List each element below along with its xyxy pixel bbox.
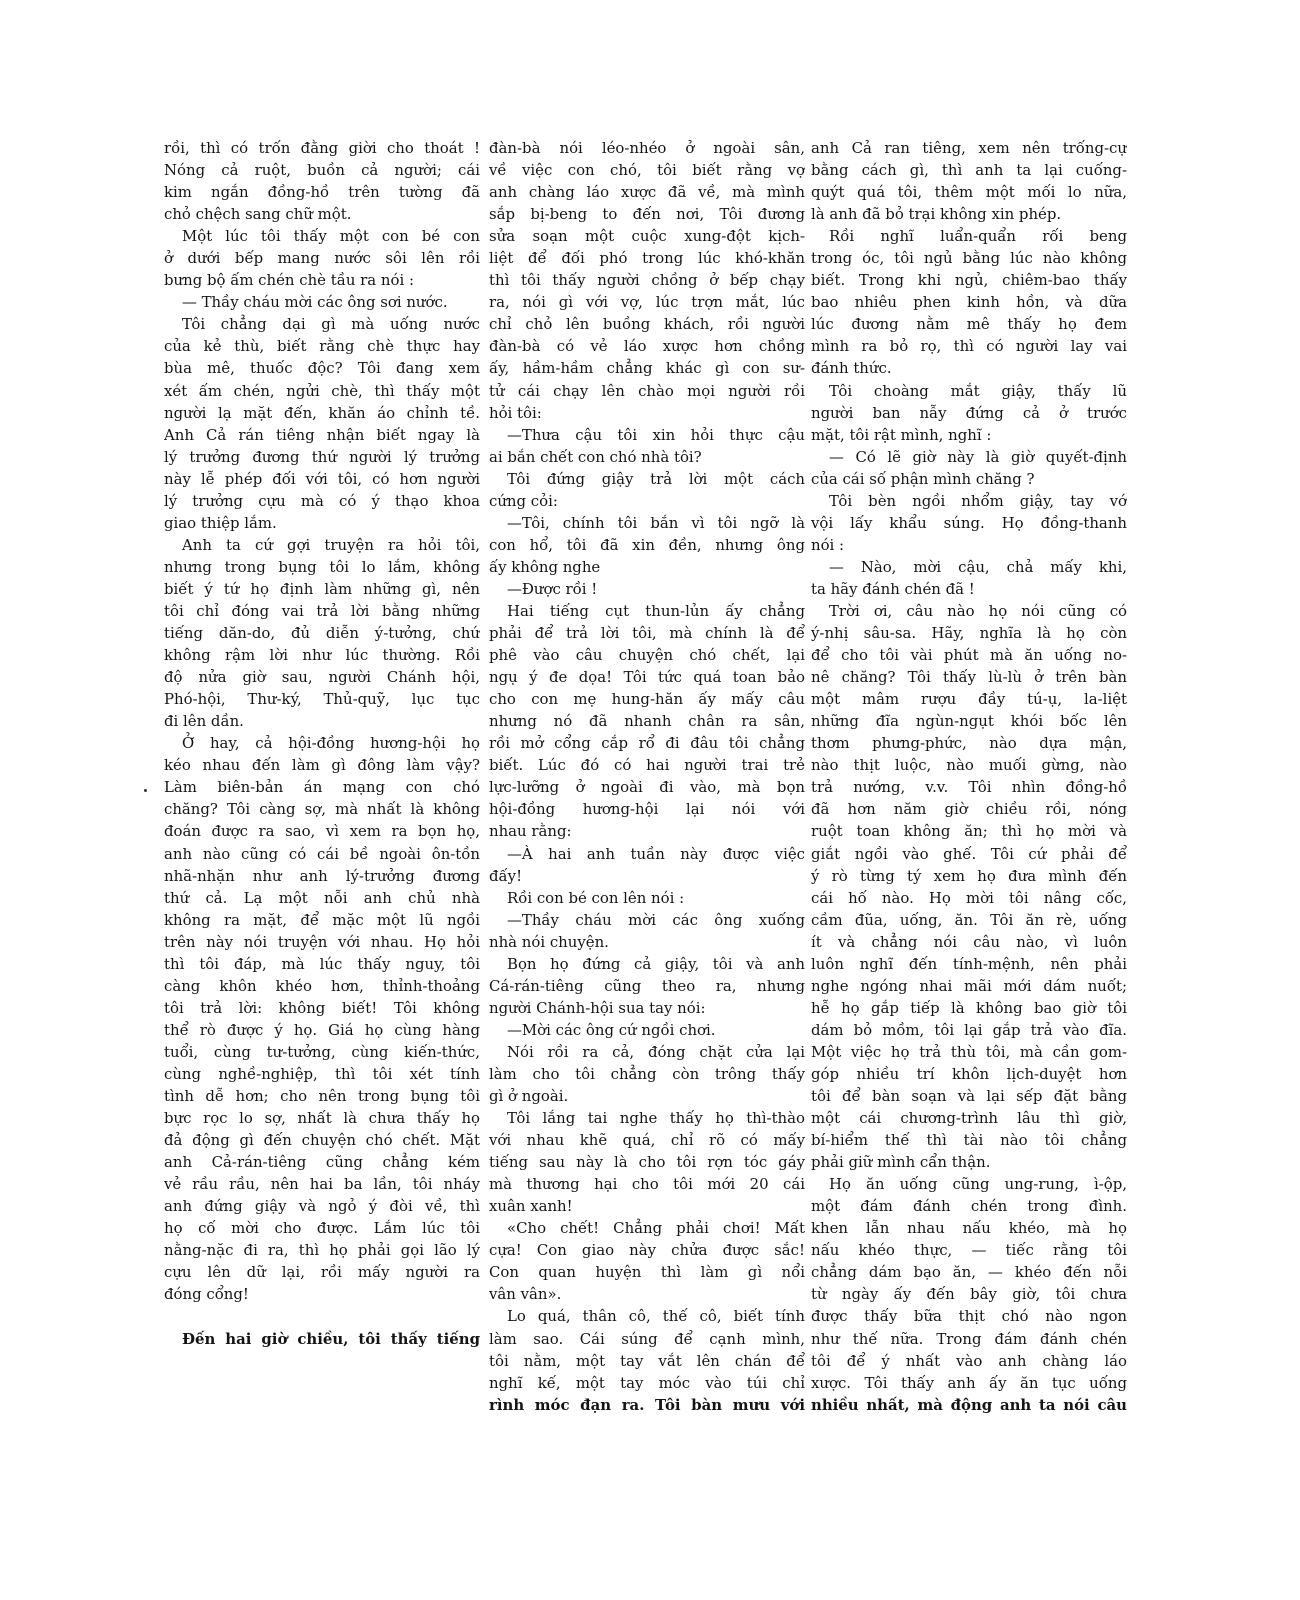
text-line: Rồi nghĩ luẩn-quẩn rối beng (829, 227, 1127, 246)
text-line: — Thầy cháu mời các ông sơi nước. (182, 293, 448, 312)
text-line: của cái số phận mình chăng ? (811, 469, 1035, 488)
text-line: rồi mở cổng cắp rổ đi đâu tôi chẳng (489, 734, 805, 753)
text-line: đi lên dần. (164, 712, 244, 731)
text-line: giắt ngồi vào ghế. Tôi cứ phải để (811, 844, 1127, 863)
text-line: anh Cả-rán-tiêng cũng chẳng kém (164, 1153, 480, 1172)
text-line: luôn nghĩ đến tính-mệnh, nên phải (811, 954, 1127, 973)
text-line: những đĩa ngùn-ngụt khói bốc lên (811, 712, 1127, 731)
text-line: kéo nhau đến làm gì đông làm vậy? (164, 756, 480, 775)
text-line: được thấy bữa thịt chó nào ngon (811, 1307, 1127, 1326)
text-line: anh đứng giậy và ngỏ ý đòi về, thì (164, 1197, 480, 1216)
text-line: xét ấm chén, ngửi chè, thì thấy một (164, 381, 480, 400)
text-line: Nóng cả ruột, buồn cả người; cái (164, 161, 480, 180)
text-line: từ ngày ấy đến bây giờ, tôi chưa (811, 1285, 1127, 1304)
text-line: ít và chẳng nói câu nào, vì luôn (811, 932, 1127, 951)
text-line: hội-đồng hương-hội lại nói với (489, 800, 805, 819)
text-line: đàn-bà nói léo-nhéo ở ngoài sân, (489, 139, 805, 157)
text-line: biết ý tứ họ định làm những gì, nên (164, 579, 480, 598)
text-line: anh nào cũng có cái bề ngoài ôn-tồn (164, 844, 480, 863)
text-line: sắp bị-beng to đến nơi, Tôi đương (489, 205, 805, 224)
text-line: ý-nhị sâu-sa. Hãy, nghĩa là họ còn (811, 624, 1127, 643)
text-line: ở dưới bếp mang nước sôi lên rồi (164, 249, 480, 268)
text-line: Một việc họ trả thù tôi, mà cần gom- (811, 1042, 1127, 1061)
text-line: Tôi lắng tai nghe thấy họ thì-thào (507, 1109, 805, 1128)
text-line: ấy không nghe (489, 557, 601, 576)
text-line: Tôi đứng giậy trả lời một cách (507, 469, 805, 488)
text-line: đã hơn năm giờ chiều rồi, nóng (811, 800, 1127, 819)
text-line: bưng bộ ấm chén chè tầu ra nói : (164, 271, 414, 290)
text-line: cùng nghề-nghiệp, thì tôi xét tính (164, 1064, 480, 1083)
text-line: — Có lẽ giờ này là giờ quyết-định (829, 447, 1127, 466)
text-line: đánh thức. (811, 359, 892, 378)
text-line: —Thưa cậu tôi xin hỏi thực cậu (507, 425, 805, 444)
text-line: Tôi choàng mắt giậy, thấy lũ (829, 381, 1127, 400)
text-line: Lo quá, thân cô, thế cô, biết tính (507, 1307, 805, 1326)
text-line: thì tôi thấy người chồng ở bếp chạy (489, 271, 805, 290)
text-line: nằng-nặc đi ra, thì họ phải gọi lão lý (164, 1241, 480, 1260)
text-line: của kẻ thù, biết rằng chè thực hay (164, 337, 480, 356)
text-line: Một lúc tôi thấy một con bé con (182, 227, 480, 246)
text-line: tôi trả lời: không biết! Tôi không (164, 998, 480, 1017)
text-line: Rồi con bé con lên nói : (507, 888, 685, 907)
text-line: thì tôi đáp, mà lúc thấy nguy, tôi (164, 954, 480, 973)
text-line: Ở hay, cả hội-đồng hương-hội họ (182, 734, 480, 753)
text-line: ta hãy đánh chén đã ! (811, 579, 975, 598)
text-line: ấy, hầm-hầm chẳng khác gì con sư- (489, 359, 805, 378)
text-line: bực rọc lo sợ, nhất là chưa thấy họ (164, 1109, 480, 1128)
text-line: tiếng dăn-do, đủ diễn ý-tưởng, chứ (164, 624, 480, 643)
text-line: nghĩ kế, một tay móc vào túi chỉ (489, 1373, 805, 1392)
text-line: ngụ ý đe dọa! Tôi tức quá toan bảo (489, 668, 805, 687)
text-line: làm sao. Cái súng để cạnh mình, (489, 1329, 805, 1348)
text-line: người lạ mặt đến, khăn áo chỉnh tề. (164, 403, 480, 422)
text-line: nói : (811, 535, 845, 554)
text-line: tiếng sau này là cho tôi rợn tóc gáy (489, 1153, 805, 1172)
text-line: lý trưởng cựu mà có ý thạo khoa (164, 491, 480, 510)
text-line: cựa! Con giao này chửa được sắc! (489, 1241, 805, 1260)
text-line: mình ra bỏ rọ, thì có người lay vai (811, 337, 1127, 356)
text-line: bao nhiêu phen kinh hồn, và dữa (811, 293, 1127, 312)
text-line: cứng cỏi: (489, 491, 558, 510)
text-line: quýt quá tôi, thêm một mối lo nữa, (811, 183, 1127, 202)
text-line: một mâm rượu đầy tú-ụ, la-liệt (811, 690, 1127, 709)
text-line: nê chăng? Tôi thấy lù-lù ở trên bàn (811, 668, 1127, 687)
text-line: với nhau khẽ quá, chỉ rõ có mấy (489, 1131, 805, 1150)
text-line: thể rò được ý họ. Giá họ cùng hàng (164, 1020, 480, 1039)
text-line: tôi để ý nhất vào anh chàng láo (811, 1351, 1127, 1370)
text-line: một đám đánh chén trong đình. (811, 1197, 1127, 1216)
text-line: lúc đương nằm mê thấy họ đem (811, 315, 1127, 334)
text-line: liệt để đối phó trong lúc khó-khăn (489, 249, 805, 268)
text-line: tử cái chạy lên chào mọi người rồi (489, 381, 805, 400)
text-line: gì ở ngoài. (489, 1087, 569, 1106)
text-line: chỏ chệch sang chữ một. (164, 205, 352, 224)
text-line: về việc con chó, tôi biết rằng vợ (489, 161, 805, 180)
text-line: hễ họ gắp tiếp là không bao giờ tôi (811, 998, 1127, 1017)
text-line: nhã-nhặn như anh lý-trưởng đương (164, 866, 480, 885)
ink-speck (144, 789, 147, 792)
text-line: cựu lên dữ lại, rồi mấy người ra (164, 1263, 480, 1282)
text-line: phải để trả lời tôi, mà chính là để (489, 624, 805, 643)
text-line: lực-lưỡng ở ngoài đi vào, mà bọn (489, 778, 805, 797)
text-line: tôi để bàn soạn và lại sếp đặt bằng (811, 1087, 1127, 1106)
text-line: họ cố mời cho được. Lắm lúc tôi (164, 1219, 480, 1238)
text-line: anh Cả ran tiêng, xem nên trống-cự (811, 139, 1127, 157)
text-line: Trời ơi, câu nào họ nói cũng có (829, 601, 1127, 620)
text-line: bí-hiểm thế thì tài nào tôi chẳng (811, 1131, 1127, 1150)
text-line: cầm đũa, uống, ăn. Tôi ăn rè, uống (811, 910, 1127, 929)
text-line: nhưng trong bụng tôi lo lắm, không (164, 557, 480, 576)
text-line: phải giữ mình cẩn thận. (811, 1153, 991, 1172)
text-line: mặt, tôi rật mình, nghĩ : (811, 425, 992, 444)
text-line: không ra mặt, để mặc một lũ ngồi (164, 910, 480, 929)
text-line: nghe ngóng nhai mãi mới dám nuốt; (811, 976, 1127, 995)
text-line: ruột toan không ăn; thì họ mời và (811, 822, 1127, 841)
text-line: chẳng dám bạo ăn, — khéo đến nỗi (811, 1263, 1127, 1282)
text-line: nấu khéo thực, — tiếc rằng tôi (811, 1241, 1127, 1260)
text-line: tôi chỉ đóng vai trả lời bằng những (164, 601, 480, 620)
text-line: —Tôi, chính tôi bắn vì tôi ngỡ là (507, 513, 805, 532)
text-line: Tôi bèn ngồi nhổm giậy, tay vớ (829, 491, 1127, 510)
text-line: ra, nói gì với vợ, lúc trợn mắt, lúc (489, 293, 805, 312)
text-line: đoán được ra sao, vì xem ra bọn họ, (164, 822, 480, 841)
text-line: anh chàng láo xược đã về, mà mình (489, 183, 805, 202)
text-line: làm cho tôi chẳng còn trông thấy (489, 1064, 805, 1083)
text-line: góp nhiều trí khôn lịch-duyệt hơn (811, 1064, 1127, 1083)
text-line: là anh đã bỏ trại không xin phép. (811, 205, 1062, 224)
text-line: sửa soạn một cuộc xung-đột kịch- (489, 227, 805, 246)
text-line: —Thầy cháu mời các ông xuống (507, 910, 805, 929)
text-line: khen lẫn nhau nấu khéo, mà họ (811, 1219, 1127, 1238)
text-line: chỉ chỏ lên buồng khách, rồi người (489, 315, 805, 334)
text-line: trả nướng, v.v. Tôi nhìn đồng-hồ (811, 778, 1127, 797)
text-line: biết. Trong khi ngủ, chiêm-bao thấy (811, 271, 1127, 290)
text-line: nhà nói chuyện. (489, 932, 609, 951)
text-line: kim ngắn đồng-hồ trên tường đã (164, 183, 480, 202)
text-line: Làm biên-bản án mạng con chó (164, 778, 480, 797)
text-line: nhau rằng: (489, 822, 572, 841)
text-line: biết. Lúc đó có hai người trai trẻ (489, 756, 805, 775)
text-line: —À hai anh tuần này được việc (507, 844, 805, 863)
text-line: Tôi chẳng dại gì mà uống nước (182, 315, 480, 334)
text-line: Nói rồi ra cả, đóng chặt cửa lại (507, 1042, 805, 1061)
text-line: thơm phưng-phức, nào dựa mận, (811, 734, 1127, 753)
text-line: mà thương hại cho tôi mới 20 cái (489, 1175, 805, 1194)
text-line: Họ ăn uống cũng ung-rung, ì-ộp, (829, 1175, 1127, 1194)
text-line: Phó-hội, Thư-ký, Thủ-quỹ, lục tục (164, 690, 480, 709)
text-line: này lễ phép đối với tôi, có hơn người (164, 469, 480, 488)
text-line: vội lấy khẩu súng. Họ đồng-thanh (811, 513, 1127, 532)
text-line: trong óc, tôi ngủ bằng lúc nào không (811, 249, 1127, 268)
text-line: vẻ rầu rầu, nên hai ba lần, tôi nháy (164, 1175, 480, 1194)
text-line: người Chánh-hội sua tay nói: (489, 998, 706, 1017)
text-line: càng khôn khéo hơn, thỉnh-thoảng (164, 976, 480, 995)
text-column-3 (811, 137, 1127, 1416)
text-line: tình dễ hơn; cho nên trong bụng tôi (164, 1087, 480, 1106)
text-line: để cho tôi vài phút mà ăn uống no- (811, 646, 1127, 665)
text-line: đóng cổng! (164, 1285, 249, 1304)
text-line: cái hố nào. Họ mời tôi nâng cốc, (811, 888, 1127, 907)
text-line: độ nửa giờ sau, người Chánh hội, (164, 668, 480, 687)
text-line: xược. Tôi thấy anh ấy ăn tục uống (811, 1373, 1127, 1392)
text-line: xuân xanh! (489, 1197, 573, 1216)
text-line: lý trưởng đương thứ người lý trưởng (164, 447, 480, 466)
text-line: cho con mẹ hung-hăn ấy mấy câu (489, 690, 805, 709)
text-line: nào thịt luộc, nào muối gừng, nào (811, 756, 1127, 775)
text-line: Con quan huyện thì làm gì nổi (489, 1263, 805, 1282)
text-line: nhưng nó đã nhanh chân ra sân, (489, 712, 805, 731)
text-line: tôi nằm, một tay vắt lên chán để (489, 1351, 805, 1370)
text-line: như thế nữa. Trong đám đánh chén (811, 1329, 1127, 1348)
text-line: ý rò từng tý xem họ đưa mình đến (811, 866, 1127, 885)
text-line (164, 1305, 480, 1327)
text-line: — Nào, mời cậu, chả mấy khi, (829, 557, 1127, 576)
text-line: đả động gì đến chuyện chó chết. Mặt (164, 1131, 480, 1150)
text-line: ai bắn chết con chó nhà tôi? (489, 447, 702, 466)
text-line: rồi, thì có trốn đằng giời cho thoát ! (164, 139, 480, 157)
text-line: vân vân». (489, 1285, 562, 1304)
text-line: giao thiệp lắm. (164, 513, 277, 532)
text-line: con hổ, tôi đã xin đền, nhưng ông (489, 535, 805, 554)
text-line: tuổi, cùng tư-tưởng, cùng kiến-thức, (164, 1042, 480, 1061)
text-line: một cái chương-trình lâu thì giờ, (811, 1109, 1127, 1128)
text-line: đàn-bà có vẻ láo xược hơn chồng (489, 337, 805, 356)
text-line: bùa mê, thuốc độc? Tôi đang xem (164, 359, 480, 378)
text-line: Hai tiếng cụt thun-lủn ấy chẳng (507, 601, 805, 620)
text-line: rình móc đạn ra. Tôi bàn mưu với (489, 1395, 805, 1414)
text-line: Cá-rán-tiêng cũng theo ra, nhưng (489, 976, 805, 995)
text-column-1 (164, 137, 480, 1350)
text-line: —Được rồi ! (507, 579, 598, 598)
text-line: bằng cách gì, thì anh ta lại cuống- (811, 161, 1127, 180)
text-line: chăng? Tôi càng sợ, mà nhất là không (164, 800, 480, 819)
text-line: trên này nói truyện với nhau. Họ hỏi (164, 932, 480, 951)
text-line: «Cho chết! Chẳng phải chơi! Mất (507, 1219, 805, 1238)
text-line: hỏi tôi: (489, 403, 542, 422)
text-line: người ban nẫy đứng cả ở trước (811, 403, 1127, 422)
text-line: dám bỏ mồm, tôi lại gắp trả vào đĩa. (811, 1020, 1127, 1039)
text-line: Anh Cả rán tiêng nhận biết ngay là (164, 425, 480, 444)
text-line: đấy! (489, 866, 523, 885)
text-line: thứ cả. Lạ một nỗi anh chủ nhà (164, 888, 480, 907)
text-line: Đến hai giờ chiều, tôi thấy tiếng (182, 1329, 480, 1348)
text-line: không rậm lời như lúc thường. Rồi (164, 646, 480, 665)
text-line: Bọn họ đứng cả giậy, tôi và anh (507, 954, 805, 973)
text-line: nhiều nhất, mà động anh ta nói câu (811, 1395, 1127, 1414)
text-line: Anh ta cứ gợi truyện ra hỏi tôi, (182, 535, 480, 554)
text-line: —Mời các ông cứ ngồi chơi. (507, 1020, 716, 1039)
text-column-2 (489, 137, 805, 1416)
text-line: phê vào câu chuyện chó chết, lại (489, 646, 805, 665)
